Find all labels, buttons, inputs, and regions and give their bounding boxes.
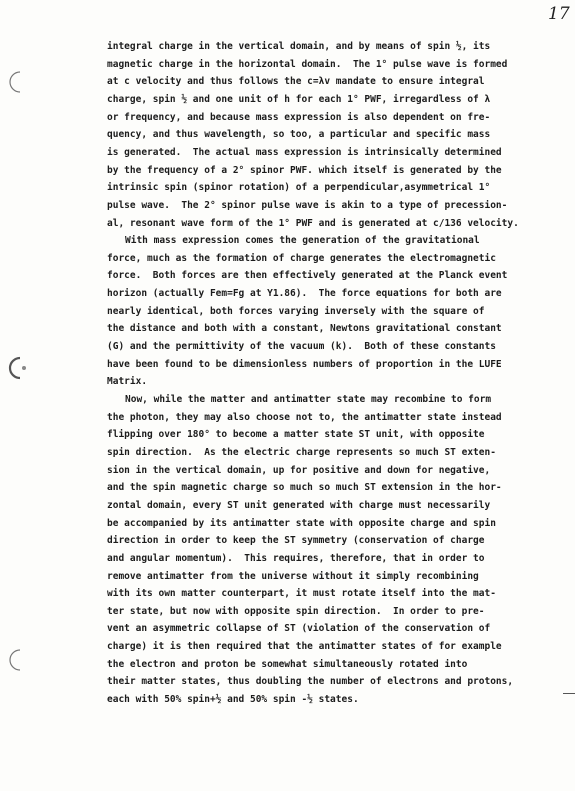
text-line: force. Both forces are then effectively generated at the Planck event (107, 270, 508, 282)
text-line: Matrix. (107, 376, 148, 388)
text-line: intrinsic spin (spinor rotation) of a perpendicular,asymmetrical 1° (107, 182, 491, 194)
text-line: have been found to be dimensionless numbers of proportion in the LUFE (107, 358, 502, 370)
text-line: direction in order to keep the ST symmetry (conservation of charge (107, 535, 485, 547)
text-line: the electron and proton be somewhat simultaneously rotated into (107, 658, 468, 670)
text-line: each with 50% spin+½ and 50% spin -½ states. (107, 694, 359, 706)
text-line: and the spin magnetic charge so much so much ST extension in the hor- (107, 482, 502, 494)
text-line: sion in the vertical domain, up for positive and down for negative, (107, 464, 491, 476)
text-line: flipping over 180° to become a matter state ST unit, with opposite (107, 429, 485, 441)
text-line: quency, and thus wavelength, so too, a particular and specific mass (107, 129, 491, 141)
text-line: remove antimatter from the universe without it simply recombining (107, 570, 479, 582)
text-line: charge, spin ½ and one unit of h for each 1° PWF, irregardless of λ (107, 93, 491, 105)
text-line: and angular momentum). This requires, therefore, that in order to (107, 552, 485, 564)
text-line: charge) it is then required that the antimatter states of for example (107, 641, 502, 653)
text-line: spin direction. As the electric charge represents so much ST exten- (107, 446, 496, 458)
text-line: with its own matter counterpart, it must rotate itself into the mat- (107, 588, 496, 600)
text-line: al, resonant wave form of the 1° PWF and is generated at c/136 velocity. (107, 217, 519, 229)
text-line: the photon, they may also choose not to, the antimatter state instead (107, 411, 502, 423)
text-line: integral charge in the vertical domain, and by means of spin ½, its (107, 41, 491, 52)
text-line: their matter states, thus doubling the number of electrons and protons, (107, 676, 514, 688)
text-line: magnetic charge in the horizontal domain. The 1° pulse wave is formed (107, 58, 508, 70)
text-line: With mass expression comes the generation of the gravitational (125, 235, 480, 247)
text-line: nearly identical, both forces varying inversely with the square of (107, 305, 485, 317)
text-line: pulse wave. The 2° spinor pulse wave is akin to a type of precession- (107, 199, 508, 211)
page-number: 17 (548, 4, 570, 24)
text-line: force, much as the formation of charge generates the electromagnetic (107, 252, 496, 264)
text-line: the distance and both with a constant, Newtons gravitational constant (107, 323, 502, 335)
text-line: vent an asymmetric collapse of ST (violation of the conservation of (107, 623, 491, 635)
text-line: (G) and the permittivity of the vacuum (k). Both of these constants (107, 341, 496, 353)
text-line: be accompanied by its antimatter state with opposite charge and spin (107, 517, 496, 529)
text-line: Now, while the matter and antimatter state may recombine to form (125, 394, 492, 405)
text-line: or frequency, and because mass expression is also dependent on fre- (107, 111, 491, 123)
text-line: is generated. The actual mass expression is intrinsically determined (107, 146, 502, 158)
text-line: by the frequency of a 2° spinor PWF. which itself is generated by the (107, 164, 502, 176)
text-line: zontal domain, every ST unit generated with charge must necessarily (107, 499, 491, 511)
text-line: horizon (actually Fem=Fg at Y1.86). The force equations for both are (107, 288, 502, 300)
text-line: at c velocity and thus follows the c=λv mandate to ensure integral (107, 76, 485, 88)
text-line: ter state, but now with opposite spin direction. In order to pre- (107, 605, 485, 617)
